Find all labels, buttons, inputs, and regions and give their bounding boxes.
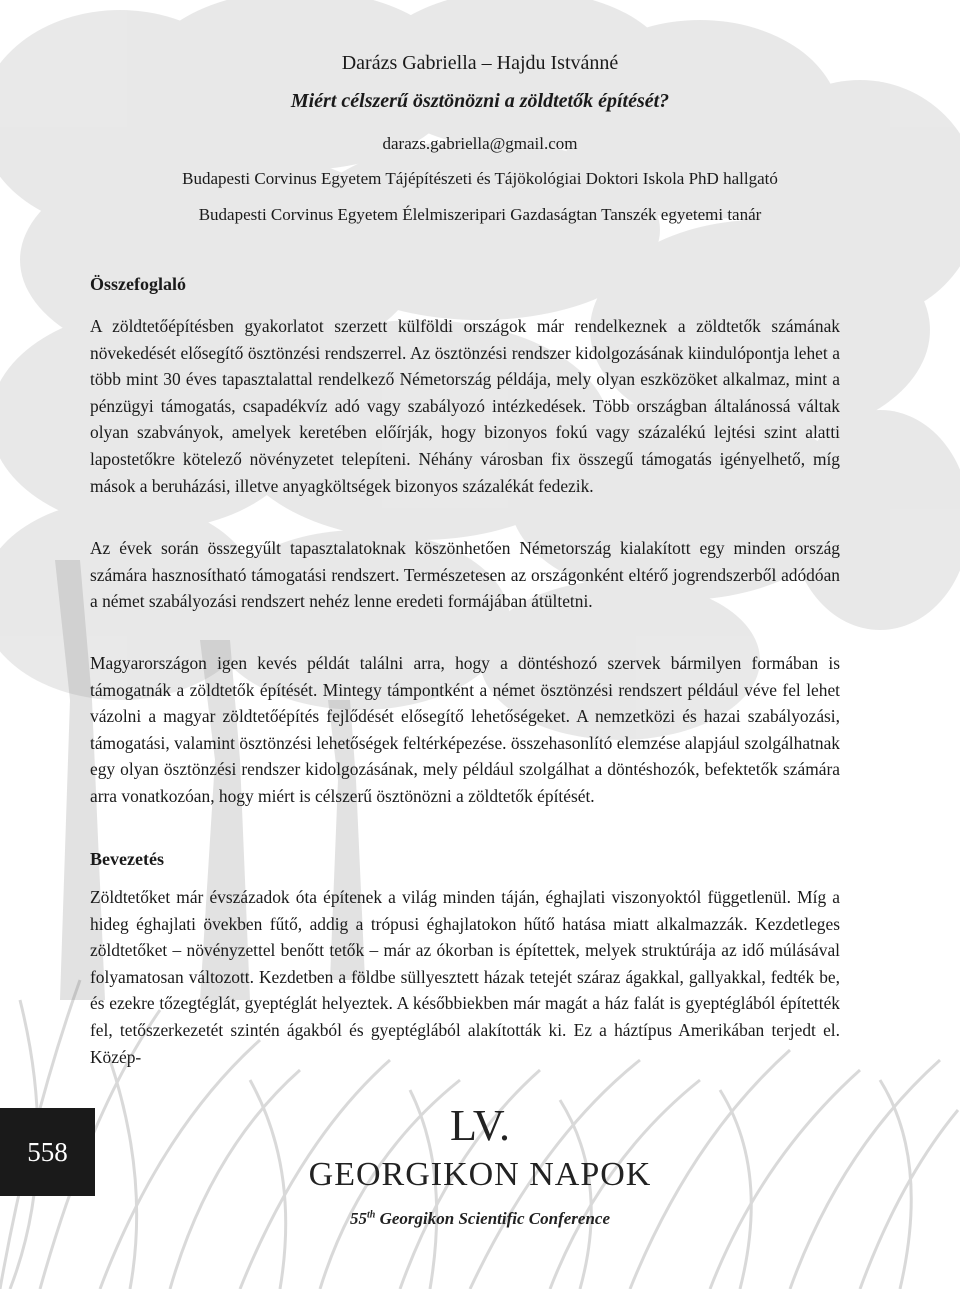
abstract-paragraph-1: A zöldtetőépítésben gyakorlatot szerzett külföldi országok már rendelkeznek a zöldtetők számának növekedését elősegítő ösztönzési rendszerrel. Az ösztönzési rendszer kidolgozásának kiindulópontja lehet a több mint 30 éves tapasztalattal rendelkező Németország példája, mely olyan eszközöket alkalmaz, mint a pénzügyi támogatás, csapadékvíz adó vagy szabályozó intézkedések. Több országban általánossá váltak olyan szabványok, amelyek keretében előírják, hogy bizonyos fokú vagy százalékú lejtési szint alatti lapostetőkre kötelező növényzetet telepíteni. Néhány városban fix összegű támogatás igényelhető, míg mások a beruházási, illetve anyagköltségek bizonyos százalékát fedezik.	[90, 316, 840, 496]
affiliation-line-2: Budapesti Corvinus Egyetem Élelmiszeripari Gazdaságtan Tanszék egyetemi tanár	[198, 205, 762, 224]
conference-subtitle-ordinal: th	[366, 1209, 376, 1221]
page-number: 558	[27, 1136, 68, 1167]
conference-subtitle-number: 55	[349, 1209, 367, 1228]
abstract-paragraph-3: Magyarországon igen kevés példát találni arra, hogy a döntéshozó szervek bármilyen formában is támogatnák a zöldtetők építését. Mintegy támpontként a német ösztönzési rendszert például véve fel lehet vázolni a magyar zöldtetőépítés fejlődését elősegítő lehetőségeket. A nemzetközi és hazai szabályozási, támogatási, valamint ösztönzési lehetőségek feltérképezése. összehasonlító elemzése alapjául szolgálhatnak egy olyan ösztönzési rendszer kidolgozásának, mely például szolgálhat a döntéshozók, befektetők számára arra vonatkozóan, hogy miért is célszerű ösztönözni a zöldtetők építését.	[90, 653, 840, 806]
abstract-heading: Összefoglaló	[90, 274, 186, 294]
affiliation-line-1: Budapesti Corvinus Egyetem Tájépítészeti és Tájökológiai Doktori Iskola PhD hallgató	[182, 169, 778, 188]
conference-name: GEORGIKON NAPOK	[308, 1156, 652, 1193]
page-number-box	[0, 1108, 95, 1196]
introduction-heading: Bevezetés	[90, 849, 164, 869]
conference-numeral: LV.	[450, 1101, 510, 1150]
conference-subtitle	[280, 1209, 680, 1229]
author-email[interactable]: darazs.gabriella@gmail.com	[382, 134, 578, 153]
introduction-paragraph-1: Zöldtetőket már évszázadok óta építenek a világ minden táján, éghajlati viszonyoktól függetlenül. Míg a hideg éghajlati övekben fűtő, addig a trópusi éghajlatokon hűtő hatása miatt alkalmazzák. Kezdetleges zöldtetőket – növényzettel benőtt tetők – már az ókorban is építettek, melyek struktúrája az idő múlásával folyamatosan változott. Kezdetben a földbe süllyesztett házak tetejét száraz ágakkal, gallyakkal, fedték be, és ezekre tőzegtéglát, gyeptéglát helyeztek. A későbbiekben már magát a ház falát is gyeptéglából építették fel, tetőszerkezetét szintén ágakból és gyeptéglából alakították ki. Ez a háztípus Amerikában terjedt el. Közép-	[90, 887, 840, 1067]
abstract-paragraph-2: Az évek során összegyűlt tapasztalatoknak köszönhetően Németország kialakított egy minden ország számára hasznosítható támogatási rendszert. Természetesen az országonként eltérő jogrendszerből adódóan a német szabályozási rendszert nehéz lenne eredeti formájában átültetni.	[90, 538, 840, 612]
author-names: Darázs Gabriella – Hajdu Istvánné	[341, 52, 619, 74]
paper-title: Miért célszerű ösztönözni a zöldtetők építését?	[290, 90, 670, 112]
conference-subtitle-text: Georgikon Scientific Conference	[375, 1209, 610, 1228]
